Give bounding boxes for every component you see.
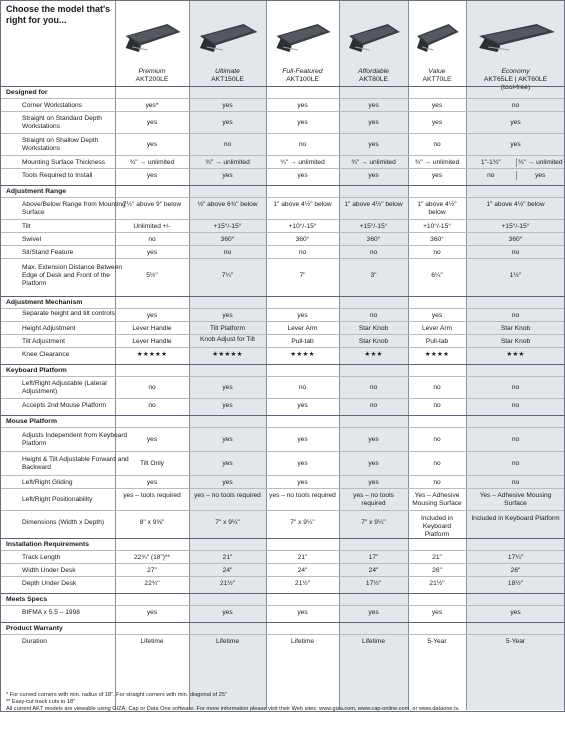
- table-row: [0, 155, 565, 168]
- model-code: AKT80LE: [358, 76, 389, 83]
- table-cell: yes: [297, 460, 308, 467]
- row-label: Separate height and tilt controls: [22, 310, 115, 317]
- table-cell: Tilt Only: [140, 460, 164, 467]
- section-label: Mouse Platform: [6, 418, 57, 425]
- table-cell: yes: [368, 101, 379, 109]
- section-header: [0, 86, 565, 98]
- model-header: [408, 68, 466, 84]
- table-cell: Tilt Platform: [210, 324, 245, 332]
- table-cell: Star Knob: [500, 337, 531, 345]
- table-cell: yes: [222, 460, 233, 467]
- table-cell: +10°/-15°: [288, 222, 317, 230]
- section-label: Designed for: [6, 89, 48, 96]
- table-cell: Lever Arm: [287, 324, 318, 332]
- table-cell: yes: [146, 478, 158, 486]
- row-label: Dimensions (Width x Depth): [22, 519, 105, 526]
- table-cell: no: [511, 248, 520, 256]
- table-row: [0, 219, 565, 232]
- table-cell: 17¼": [507, 553, 524, 561]
- table-cell: 5½": [146, 272, 158, 279]
- table-cell: Yes – Adhesive Mousing Surface: [412, 492, 462, 507]
- table-row: [0, 634, 565, 647]
- section-header: [0, 538, 565, 550]
- table-cell: Lever Arm: [421, 324, 453, 332]
- table-cell-split: ¾" → unlimited: [518, 158, 563, 166]
- table-cell: yes: [297, 608, 308, 616]
- table-cell: yes: [297, 401, 308, 409]
- table-row: [0, 550, 565, 563]
- table-cell: Knob Adjust for Tilt: [200, 336, 255, 343]
- table-cell: 7½" above 9" below: [122, 201, 182, 208]
- table-cell: no: [148, 384, 156, 391]
- table-cell: Star Knob: [358, 337, 389, 345]
- model-tier: Economy: [501, 68, 530, 75]
- row-label: Track Length: [22, 553, 61, 561]
- section-label: Keyboard Platform: [6, 367, 67, 374]
- row-label: Knee Clearance: [22, 350, 70, 358]
- row-label: Above/Below Range from Mounting Surface: [22, 201, 126, 216]
- table-cell: 24": [222, 566, 233, 574]
- table-cell: no: [511, 384, 520, 391]
- model-code: AKT100LE: [286, 76, 319, 83]
- table-cell: 360°: [430, 235, 444, 243]
- row-label: Max. Extension Distance Between Edge of Desk and Front of the Platform: [22, 264, 123, 287]
- table-row: [0, 427, 565, 451]
- row-label: Sit/Stand Feature: [22, 248, 74, 256]
- table-cell: ¾" → unlimited: [351, 158, 396, 166]
- table-cell: no: [511, 311, 520, 319]
- table-cell: yes: [297, 478, 308, 486]
- table-cell: Pull-tab: [425, 337, 449, 345]
- table-cell: 7" x 9¼": [215, 519, 240, 526]
- table-cell: no: [511, 478, 520, 486]
- row-label: Depth Under Desk: [22, 579, 77, 587]
- table-cell: yes: [368, 478, 379, 486]
- table-cell: yes: [222, 119, 233, 126]
- table-cell: no: [433, 401, 441, 409]
- table-cell: Star Knob: [500, 324, 531, 332]
- table-cell: 21": [432, 553, 442, 561]
- table-row: [0, 376, 565, 398]
- table-cell: 360°: [366, 235, 381, 243]
- model-header: [339, 68, 408, 84]
- table-cell: 22¾": [144, 579, 160, 587]
- table-cell: ¾" → unlimited: [205, 158, 250, 166]
- model-header: [115, 68, 189, 84]
- table-cell: ½" above 6¾" below: [197, 201, 258, 208]
- table-row: [0, 232, 565, 245]
- table-cell: 26": [510, 566, 521, 574]
- table-cell: +15°/-15°: [359, 222, 388, 230]
- table-cell: no: [433, 141, 441, 148]
- table-cell: 360°: [508, 235, 523, 243]
- table-cell: ★★★★★: [136, 350, 168, 358]
- table-row: [0, 398, 565, 411]
- row-label: Corner Workstations: [22, 101, 82, 109]
- table-cell: no: [511, 401, 520, 409]
- section-label: Installation Requirements: [6, 541, 90, 548]
- table-cell: Lifetime: [215, 637, 240, 645]
- row-label: Mounting Surface Thickness: [22, 158, 106, 166]
- table-cell: 1½": [509, 272, 522, 279]
- table-cell-split: 1"-1¾": [480, 158, 501, 166]
- row-label: Tilt: [22, 222, 31, 230]
- table-cell: yes – tools required: [123, 492, 181, 499]
- section-header: [0, 296, 565, 308]
- table-cell: yes: [146, 171, 158, 179]
- table-cell: no: [433, 248, 441, 256]
- row-label: Swivel: [22, 235, 42, 243]
- table-cell: 6¼": [431, 272, 443, 279]
- table-cell: yes: [431, 119, 443, 126]
- section-label: Adjustment Mechanism: [6, 299, 83, 306]
- table-cell: yes: [368, 608, 379, 616]
- row-label: Left/Right Positionability: [22, 496, 93, 503]
- table-row: [0, 475, 565, 488]
- row-label: Tilt Adjustment: [22, 337, 65, 345]
- table-cell: no: [433, 384, 441, 391]
- table-cell: 24": [297, 566, 308, 574]
- table-cell: 1" above 4½" below: [273, 201, 332, 208]
- table-cell: 1" above 4½" below: [417, 201, 457, 216]
- table-cell: no: [511, 460, 520, 467]
- section-header: [0, 415, 565, 427]
- table-row: [0, 98, 565, 111]
- table-row: [0, 111, 565, 133]
- table-cell: yes: [368, 119, 379, 126]
- table-cell: +15°/-15°: [501, 222, 530, 230]
- row-label: Width Under Desk: [22, 566, 76, 574]
- table-cell: no: [298, 384, 307, 391]
- table-cell: no: [369, 401, 378, 409]
- model-tier: Premium: [138, 68, 166, 75]
- table-cell: yes: [431, 171, 443, 179]
- table-cell: Pull-tab: [291, 337, 314, 345]
- table-cell: Lever Handle: [132, 324, 172, 332]
- model-tier: Value: [428, 68, 446, 75]
- table-cell: 360°: [295, 235, 310, 243]
- table-cell: 7": [299, 272, 306, 279]
- table-cell: 5-Year: [427, 637, 447, 645]
- table-cell: yes: [222, 171, 233, 179]
- table-cell-split: no: [487, 171, 495, 179]
- table-cell: yes: [222, 311, 233, 319]
- model-code: AKT70LE: [422, 76, 452, 83]
- table-cell: yes – no tools required: [194, 492, 261, 499]
- table-cell: 26": [432, 566, 442, 574]
- table-row: [0, 605, 565, 618]
- table-cell: yes: [368, 436, 379, 443]
- table-cell: no: [433, 478, 441, 486]
- keyboard-tray-photo: [343, 14, 404, 58]
- section-label: Product Warranty: [6, 625, 63, 632]
- table-cell: Yes – Adhesive Mousing Surface: [479, 492, 552, 507]
- row-label: Left/Right Adjustable (Lateral Adjustment): [22, 380, 107, 395]
- keyboard-tray-photo: [119, 14, 185, 58]
- table-cell: ★★★★: [424, 350, 450, 358]
- table-cell: yes: [510, 608, 521, 616]
- table-cell: ★★★★: [290, 350, 315, 358]
- table-cell: yes: [222, 401, 233, 409]
- table-cell: yes: [146, 608, 158, 616]
- row-label: Tools Required to Install: [22, 171, 93, 179]
- table-cell: 5-Year: [505, 637, 526, 645]
- table-cell: 22¾" (18")**: [133, 553, 171, 561]
- table-cell: ★★★: [506, 350, 525, 358]
- table-cell: 7" x 9¼": [290, 519, 315, 526]
- table-cell: 17½": [365, 579, 382, 587]
- table-cell: 21": [297, 553, 308, 561]
- table-cell: no: [433, 436, 441, 443]
- row-label: Left/Right Gliding: [22, 478, 73, 486]
- table-row: [0, 258, 565, 292]
- footnote: * For curved corners with min. radius of 18". For straight corners with min. diagonal of 25": [6, 692, 227, 698]
- section-header: [0, 185, 565, 197]
- model-tier: Ultimate: [215, 68, 240, 75]
- table-cell: ★★★★★: [212, 350, 243, 358]
- split-divider: [516, 158, 517, 167]
- table-cell: Lifetime: [140, 637, 164, 645]
- table-cell: no: [511, 101, 520, 109]
- keyboard-tray-photo: [270, 14, 335, 58]
- table-cell: +15°/-15°: [213, 222, 242, 230]
- table-cell: ¾" → unlimited: [414, 158, 460, 166]
- table-cell: Lifetime: [361, 637, 386, 645]
- table-cell: 360°: [220, 235, 235, 243]
- table-cell: no: [369, 384, 378, 391]
- table-cell: yes: [222, 384, 233, 391]
- table-cell: ¾" → unlimited: [129, 158, 175, 166]
- table-cell: 21½": [429, 579, 445, 587]
- table-cell: 17": [368, 553, 379, 561]
- table-row: [0, 576, 565, 589]
- table-row: [0, 563, 565, 576]
- table-cell: 1" above 4½" below: [486, 201, 545, 208]
- table-cell: 21½": [219, 579, 236, 587]
- section-header: [0, 622, 565, 634]
- table-row: [0, 488, 565, 510]
- table-row: [0, 334, 565, 347]
- table-row: [0, 321, 565, 334]
- table-cell: no: [298, 141, 307, 148]
- model-code: AKT200LE: [135, 76, 169, 83]
- table-cell: yes: [297, 119, 308, 126]
- split-divider: [516, 171, 517, 180]
- table-cell: Lifetime: [290, 637, 315, 645]
- table-cell: yes: [222, 478, 233, 486]
- table-cell: 21½": [294, 579, 311, 587]
- table-cell: Lever Handle: [132, 337, 172, 345]
- table-cell: no: [148, 235, 156, 243]
- table-row: [0, 168, 565, 181]
- table-cell: yes: [297, 311, 308, 319]
- table-row: [0, 197, 565, 219]
- table-cell: yes: [146, 436, 158, 443]
- table-row: [0, 133, 565, 155]
- table-row: [0, 451, 565, 475]
- keyboard-tray-photo: [470, 14, 561, 58]
- row-label: BIFMA x 5.5 – 1998: [22, 608, 80, 616]
- table-cell: yes: [431, 101, 443, 109]
- table-cell: Star Knob: [358, 324, 389, 332]
- section-header: [0, 364, 565, 376]
- table-row: [0, 245, 565, 258]
- table-row: [0, 510, 565, 538]
- table-cell: yes: [297, 171, 308, 179]
- page-title: Choose the model that's right for you...: [6, 4, 111, 25]
- table-cell: yes: [368, 460, 379, 467]
- row-label: Height Adjustment: [22, 324, 76, 332]
- table-cell: ¾" → unlimited: [280, 158, 325, 166]
- model-note: (tool-free): [500, 84, 531, 91]
- keyboard-tray-photo: [412, 14, 462, 58]
- table-cell: yes: [431, 311, 443, 319]
- footnote: ** Easy-cut track cuts to 18": [6, 699, 76, 705]
- table-cell: no: [369, 311, 378, 319]
- table-cell: yes: [431, 608, 443, 616]
- row-label: Straight on Standard Depth Workstations: [22, 115, 102, 130]
- table-cell: yes: [297, 436, 308, 443]
- table-cell: no: [223, 248, 232, 256]
- model-header: [189, 68, 266, 84]
- table-cell: Unlimited +/-: [133, 222, 171, 230]
- table-cell: yes: [368, 141, 379, 148]
- table-cell: +10°/-15°: [423, 222, 451, 230]
- table-cell: yes: [222, 608, 233, 616]
- row-label: Height & Tilt Adjustable Forward and Backward: [22, 456, 129, 471]
- table-cell-split: yes: [535, 171, 546, 179]
- table-cell: yes – no tools required: [269, 492, 336, 499]
- table-cell: yes: [146, 311, 158, 319]
- model-tier: Full-Featured: [282, 68, 323, 75]
- table-cell: no: [511, 436, 520, 443]
- table-cell: yes: [222, 436, 233, 443]
- table-cell: Included in Keyboard Platform: [471, 515, 560, 522]
- keyboard-tray-photo: [193, 14, 262, 58]
- row-label: Adjusts Independent from Keyboard Platform: [22, 432, 128, 447]
- section-label: Meets Specs: [6, 596, 48, 603]
- table-cell: yes: [146, 141, 158, 148]
- table-cell: yes: [510, 141, 521, 148]
- table-cell: yes: [146, 119, 158, 126]
- table-cell: yes: [297, 101, 308, 109]
- table-cell: 7" x 9¼": [361, 519, 386, 526]
- table-cell: yes: [222, 101, 233, 109]
- footnote: All current AKT models are viewable using GIZA, Cap or Data One software. For more information please visit their Web sites: www.giza.com, www.cap-online.com, or www.dataone.tv.: [6, 706, 460, 712]
- table-row: [0, 308, 565, 321]
- table-cell: 24": [368, 566, 379, 574]
- section-label: Adjustment Range: [6, 188, 67, 195]
- table-cell: no: [148, 401, 156, 409]
- table-cell: yes: [510, 119, 521, 126]
- table-cell: no: [369, 248, 378, 256]
- table-cell: 21": [222, 553, 233, 561]
- table-cell: 3": [370, 272, 377, 279]
- table-cell: 7¼": [221, 272, 234, 279]
- table-cell: yes: [146, 248, 158, 256]
- table-cell: yes – no tools required: [353, 492, 394, 507]
- table-row: [0, 347, 565, 360]
- row-label: Duration: [22, 637, 47, 645]
- model-code: AKT150LE: [211, 76, 244, 83]
- table-cell: Included in Keyboard Platform: [421, 515, 453, 538]
- table-cell: 18½": [507, 579, 524, 587]
- table-cell: ★★★: [364, 350, 383, 358]
- table-cell: 1" above 4½" below: [344, 201, 403, 208]
- table-cell: no: [298, 248, 307, 256]
- model-header: [266, 68, 339, 84]
- table-cell: no: [223, 141, 232, 148]
- table-cell: 27": [147, 566, 157, 574]
- model-code: AKT65LE | AKT60LE: [483, 76, 548, 83]
- table-cell: yes: [368, 171, 379, 179]
- row-label: Accepts 2nd Mouse Platform: [22, 401, 107, 409]
- table-cell: no: [433, 460, 441, 467]
- table-cell: yes*: [145, 101, 159, 109]
- table-cell: 8" x 9⅝": [139, 519, 165, 526]
- model-tier: Affordable: [358, 68, 389, 75]
- section-header: [0, 593, 565, 605]
- row-label: Straight on Shallow Depth Workstations: [22, 137, 99, 152]
